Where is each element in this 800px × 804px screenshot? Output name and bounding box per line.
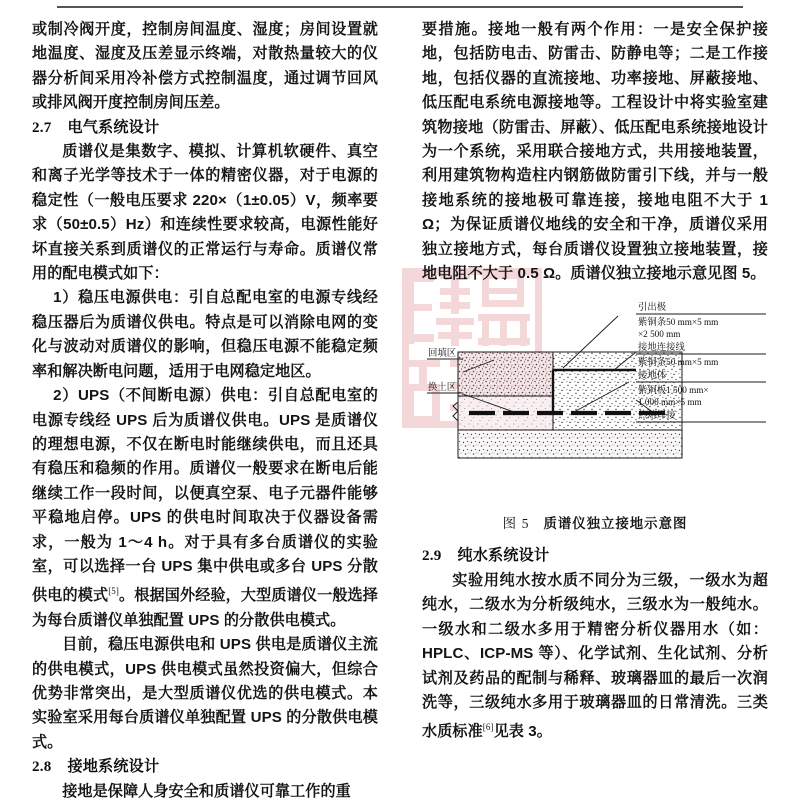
paragraph-pure-water [422, 569, 768, 745]
section-heading-2-7 [32, 116, 378, 140]
left-column [0, 18, 400, 800]
section-title: 电气系统设计 [67, 118, 160, 136]
section-number: 2.9 [422, 548, 442, 565]
figure-5-grounding-diagram [422, 296, 768, 511]
paragraph-regulated-supply: 1）稳压电源供电：引自总配电室的电源专线经稳压器后为质谱仪供电。特点是可以消除电网的变化与波动对质谱仪的影响，但稳压电源不能稳定频率和解决断电问题，适用于电网稳定地区。 [32, 289, 378, 380]
ups-text-b: 。根据国外经验，大型质谱仪一般选择为每台质谱仪单独配置 UPS 的分散供电模式。 [32, 587, 378, 629]
jagged-boundary [453, 396, 458, 430]
paragraph-grounding-detail: 要措施。接地一般有两个作用：一是安全保护接地，包括防电击、防雷击、防静电等；二是工作接地，包括仪器的直流接地、功率接地、屏蔽接地、低压配电系统电源接地等。工程设计中将实验室建筑物接地（防雷击、屏蔽）、低压配电系统接地设计为一个系统，采用联合接地方式，共用接地装置，利用建筑物构造柱内钢筋做防雷引下线，并与一般接地系统的接地极可靠连接，接地电阻不大于 1 Ω；为保证质谱仪地线的安全和干净，质谱仪采用独立接地方式，每台质谱仪设置独立接地装置，接地电阻不大于 0.5 Ω。质谱仪独立接地示意见图 5。 [422, 21, 768, 283]
svg-text:紫铜条50 mm×5 mm: 紫铜条50 mm×5 mm [638, 356, 719, 368]
ups-text-a: 2）UPS（不间断电源）供电：引自总配电室的电源专线经 UPS 后为质谱仪供电。UPS 是质谱仪的理想电源，不仅在断电时能继续供电，而且还具有稳压和稳频的作用。质谱仪一般要求在断电后能继续工作一段时间，以便真空泵、电子元器件能够平稳地启停。UPS 的供电时间取决于仪器设备需求，一般为 1～4 h。对于具有多台质谱仪的实验室，可以选择一台 UPS 集中供电或多台 UPS 分散供电的模式 [32, 387, 378, 605]
svg-text:紫铜板1 500 mm×: 紫铜板1 500 mm× [638, 384, 709, 396]
figure-caption-number: 5 [521, 516, 530, 532]
pure-water-text-a: 实验用纯水按水质不同分为三级，一级水为超纯水，二级水为分析级纯水，三级水为一般纯水。一级水和二级水多用于精密分析仪器用水（如：HPLC、ICP-MS 等）、化学试剂、生化试剂、分析试剂及药品的配制与稀释、玻璃器皿的最后一次润洗等，三级纯水多用于玻璃器皿的日常清洗。三类水质标准 [422, 571, 768, 741]
section-heading-2-9 [422, 544, 768, 568]
svg-text:1 000 mm×5 mm: 1 000 mm×5 mm [638, 397, 702, 408]
svg-text:接地体: 接地体 [638, 369, 667, 381]
svg-text:回填区: 回填区 [428, 347, 457, 359]
svg-text:×2 500 mm: ×2 500 mm [638, 329, 681, 340]
section-number: 2.7 [32, 119, 52, 136]
svg-text:引出极: 引出极 [638, 301, 667, 313]
section-number: 2.8 [32, 759, 52, 776]
two-column-body [0, 18, 800, 800]
svg-text:接地连接线: 接地连接线 [638, 341, 685, 353]
paragraph-continued: 或制冷阀开度，控制房间温度、湿度；房间设置就地温度、湿度及压差显示终端，对散热量较大的仪器分析间采用冷补偿方式控制温度，通过调节回风或排风阀开度控制房间压差。 [32, 21, 378, 112]
label-copper-bar-1 [636, 314, 766, 339]
figure-caption-title: 质谱仪独立接地示意图 [543, 516, 688, 532]
paragraph-current-practice: 目前，稳压电源供电和 UPS 供电是质谱仪主流的供电模式，UPS 供电模式虽然投资偏大，但综合优势非常突出，是大型质谱仪优选的供电模式。本实验室采用每台质谱仪单独配置 UPS 的分散供电模式。 [32, 636, 378, 751]
svg-text:热熔焊接: 热熔焊接 [638, 409, 676, 421]
paragraph-power-stability: 质谱仪是集数字、模拟、计算机软硬件、真空和离子光学等技术于一体的精密仪器，对于电源的稳定性（一般电压要求 220×（1±0.05）V，频率要求（50±0.5）Hz）和连续性要求较高，电源性能好坏直接关系到质谱仪的正常运行与寿命。质谱仪常用的配电模式如下： [32, 143, 378, 283]
svg-text:换土区: 换土区 [428, 381, 457, 393]
section-heading-2-8 [32, 755, 378, 779]
paragraph-ups-supply [32, 384, 378, 633]
figure-caption-label: 图 [502, 516, 518, 532]
label-lead-out-electrode [638, 301, 667, 312]
pure-water-text-b: 见表 3。 [493, 723, 552, 741]
label-copper-bar-2 [638, 356, 718, 367]
header-rule [57, 6, 743, 8]
reference-marker-6: [6] [482, 722, 494, 733]
reference-marker-5: [5] [108, 586, 119, 597]
svg-text:紫铜条50 mm×5 mm: 紫铜条50 mm×5 mm [638, 316, 719, 328]
figure-caption [422, 513, 768, 532]
right-column [400, 18, 800, 741]
section-title: 纯水系统设计 [457, 547, 550, 565]
section-title: 接地系统设计 [67, 758, 160, 776]
paragraph-grounding-intro: 接地是保障人身安全和质谱仪可靠工作的重 [62, 782, 351, 800]
